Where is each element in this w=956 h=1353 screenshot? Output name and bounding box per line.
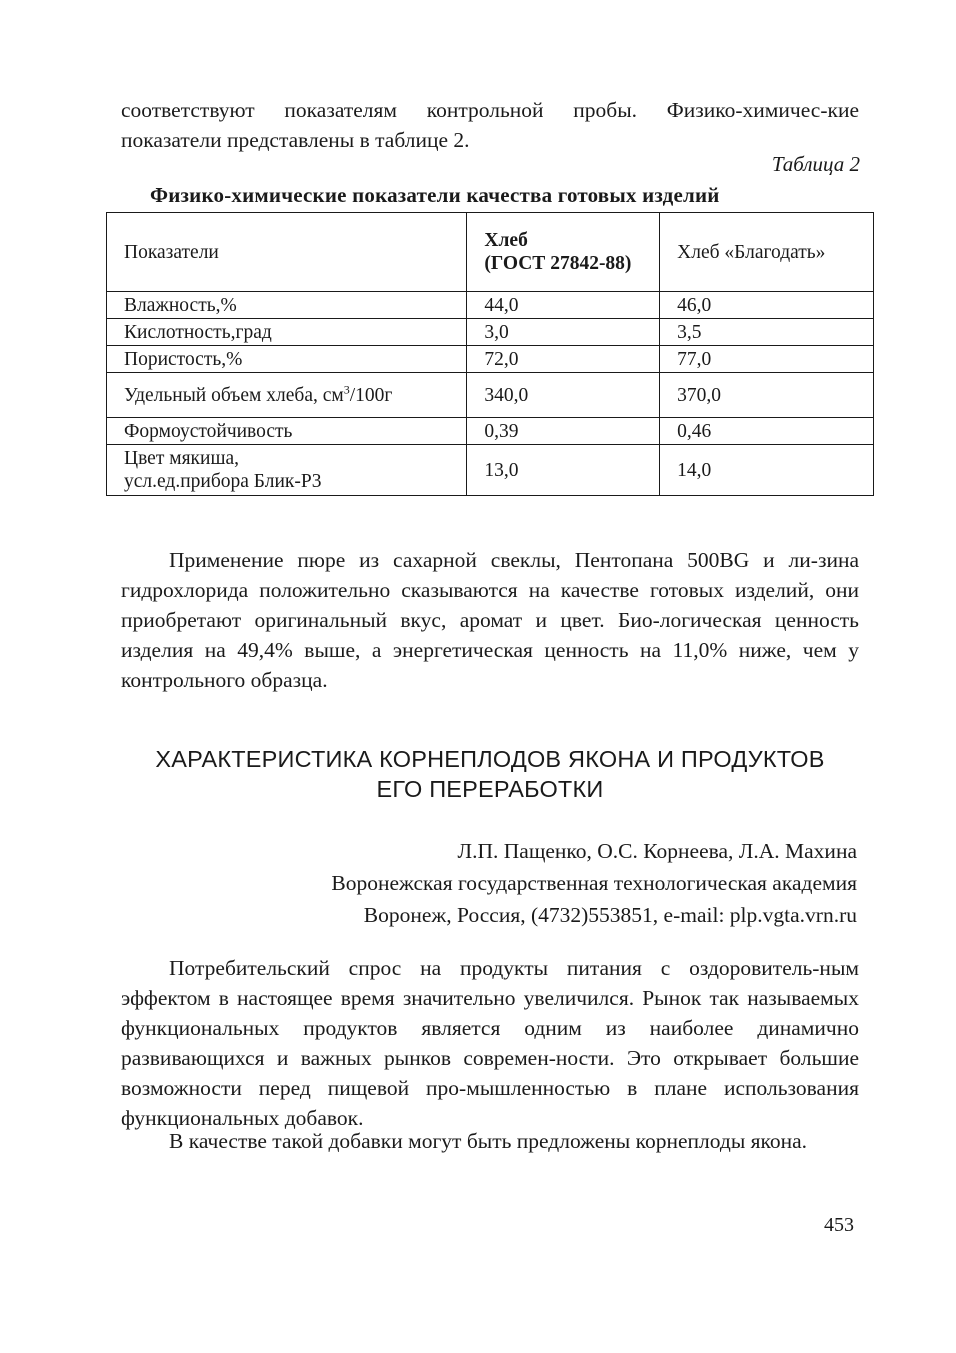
row-indicator-main: Удельный объем хлеба, см bbox=[124, 384, 344, 406]
table-row bbox=[107, 418, 874, 445]
intro-paragraph: соответствуют показателям контрольной пробы. Физико-химичес-кие показатели представлены в таблице 2. bbox=[121, 98, 859, 152]
table-row bbox=[107, 445, 874, 496]
header-bread-blagodat: Хлеб «Благодать» bbox=[660, 213, 874, 292]
row-indicator-superscript: 3 bbox=[343, 382, 350, 396]
row-value-gost: 3,0 bbox=[467, 319, 660, 346]
row-indicator: Влажность,% bbox=[107, 292, 467, 319]
row-value-gost: 0,39 bbox=[467, 418, 660, 445]
authors: Л.П. Пащенко, О.С. Корнеева, Л.А. Махина bbox=[457, 839, 857, 863]
table-row bbox=[107, 346, 874, 373]
row-indicator: Формоустойчивость bbox=[107, 418, 467, 445]
row-indicator-tail: /100г bbox=[349, 384, 393, 406]
section-title-line1: ХАРАКТЕРИСТИКА КОРНЕПЛОДОВ ЯКОНА И ПРОДУКТОВ bbox=[155, 746, 825, 772]
table-row bbox=[107, 319, 874, 346]
table-header-row bbox=[107, 213, 874, 292]
row-indicator: Пористость,% bbox=[107, 346, 467, 373]
row-value-gost: 44,0 bbox=[467, 292, 660, 319]
row-indicator: Кислотность,град bbox=[107, 319, 467, 346]
row-value-gost: 13,0 bbox=[467, 445, 660, 496]
table-row bbox=[107, 292, 874, 319]
header-bread-gost bbox=[467, 213, 660, 292]
row-indicator-line1: Цвет мякиша, bbox=[124, 448, 239, 469]
row-indicator-line2: усл.ед.прибора Блик-Р3 bbox=[124, 471, 322, 492]
row-value-gost: 340,0 bbox=[467, 373, 660, 418]
header-indicator: Показатели bbox=[107, 213, 467, 292]
section-title bbox=[120, 744, 860, 804]
row-indicator bbox=[107, 373, 467, 418]
row-value-blagodat: 77,0 bbox=[660, 346, 874, 373]
row-value-blagodat: 0,46 bbox=[660, 418, 874, 445]
row-indicator bbox=[107, 445, 467, 496]
page-number: 453 bbox=[824, 1214, 854, 1236]
affiliation: Воронежская государственная технологическая академия bbox=[331, 871, 857, 895]
header-bread-gost-line1: Хлеб bbox=[484, 230, 528, 251]
header-bread-gost-line2: (ГОСТ 27842-88) bbox=[484, 253, 632, 274]
section-title-line2: ЕГО ПЕРЕРАБОТКИ bbox=[376, 776, 604, 802]
row-value-blagodat: 370,0 bbox=[660, 373, 874, 418]
body-paragraph: В качестве такой добавки могут быть предложены корнеплоды якона. bbox=[169, 1129, 808, 1153]
authors-block bbox=[331, 835, 857, 931]
body-paragraph: Применение пюре из сахарной свеклы, Пентопана 500BG и ли-зина гидрохлорида положительно сказываются на качестве готовых изделий, они приобретают оригинальный вкус, аромат и цвет. Био-логическая ценность изделия на 49,4% выше, а энергетическая ценность на 11,0% ниже, чем у контрольного образца. bbox=[121, 548, 859, 692]
table-row bbox=[107, 373, 874, 418]
contact-info: Воронеж, Россия, (4732)553851, e-mail: plp.vgta.vrn.ru bbox=[363, 903, 857, 927]
quality-indicators-table bbox=[106, 212, 874, 496]
table-label: Таблица 2 bbox=[771, 152, 860, 176]
table-title: Физико-химические показатели качества готовых изделий bbox=[150, 183, 720, 207]
row-value-blagodat: 46,0 bbox=[660, 292, 874, 319]
row-value-blagodat: 14,0 bbox=[660, 445, 874, 496]
body-paragraph: Потребительский спрос на продукты питания с оздоровитель-ным эффектом в настоящее время значительно увеличился. Рынок так называемых функциональных продуктов является одним из наиболее динамично развивающихся и важных рынков современ-ности. Это открывает большие возможности перед пищевой про-мышленностью в плане использования функциональных добавок. bbox=[121, 956, 859, 1130]
row-value-blagodat: 3,5 bbox=[660, 319, 874, 346]
row-value-gost: 72,0 bbox=[467, 346, 660, 373]
